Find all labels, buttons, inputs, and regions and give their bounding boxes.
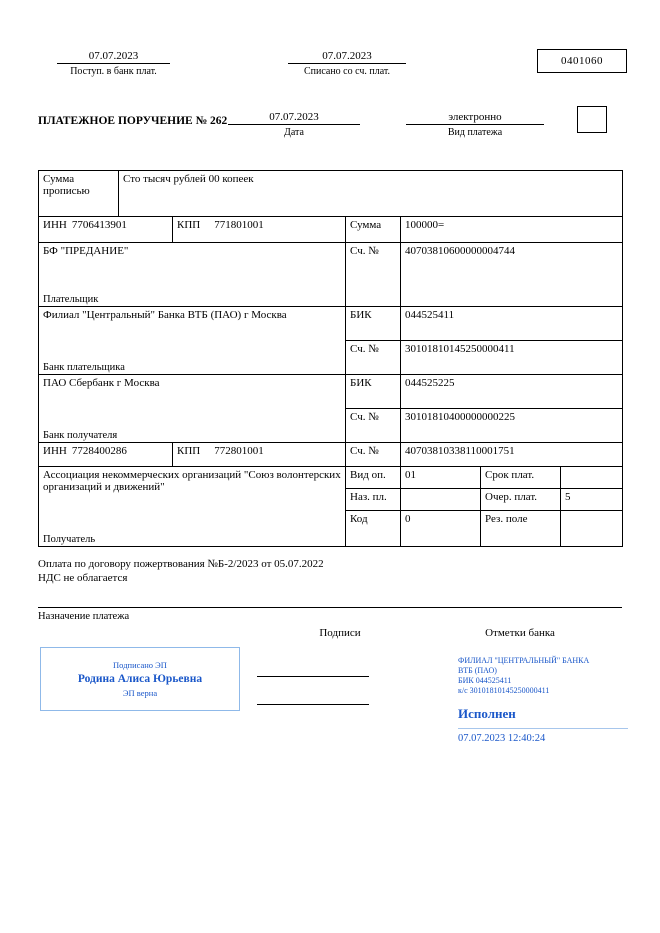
payee-bank-bik-cell	[401, 375, 623, 409]
payer-account-cell	[401, 243, 623, 307]
payer-bank-name: Филиал "Центральный" Банка ВТБ (ПАО) г Москва	[43, 309, 287, 321]
received-in-bank-field	[57, 50, 170, 77]
amount-sum-value: 100000=	[405, 219, 445, 231]
bank-stamp-datetime: 07.07.2023 12:40:24	[458, 733, 546, 744]
signature-line-1	[257, 676, 369, 677]
payee-bank-name: ПАО Сбербанк г Москва	[43, 377, 160, 389]
purpose-label: Назначение платежа	[38, 611, 130, 622]
payer-bank-bik-value: 044525411	[405, 309, 455, 321]
document-date-value: 07.07.2023	[228, 111, 360, 125]
form-code-box	[537, 49, 627, 73]
ocher-plat-label: Очер. плат.	[485, 491, 538, 503]
payer-bank-account-cell	[401, 341, 623, 375]
bank-stamp-name-line-2: ВТБ (ПАО)	[458, 666, 497, 675]
payer-section-label: Плательщик	[43, 294, 99, 305]
bank-marks-header: Отметки банка	[485, 627, 555, 639]
payee-bank-account-value: 30101810400000000225	[405, 411, 515, 423]
payer-bank-account-value: 30101810145250000411	[405, 343, 515, 355]
payer-inn-cell	[39, 217, 173, 243]
payee-kpp-cell	[173, 443, 346, 467]
bank-execution-stamp	[458, 656, 638, 744]
kod-value: 0	[405, 513, 411, 525]
amount-words-label: Сумма прописью	[43, 173, 90, 197]
payer-bank-cell	[39, 307, 346, 375]
rez-pole-label-cell	[481, 511, 561, 547]
debited-from-account-date: 07.07.2023	[288, 50, 406, 64]
vid-op-value: 01	[405, 469, 416, 481]
payee-bank-bik-value: 044525225	[405, 377, 455, 389]
payer-account-label: Сч. №	[350, 245, 379, 257]
payee-account-label-cell	[346, 443, 401, 467]
rez-pole-label: Рез. поле	[485, 513, 528, 525]
payee-bank-cell	[39, 375, 346, 443]
bank-stamp-name-line-1: ФИЛИАЛ "ЦЕНТРАЛЬНЫЙ" БАНКА	[458, 656, 590, 665]
bank-stamp-status: Исполнен	[458, 706, 516, 721]
amount-words-label-cell	[39, 171, 119, 217]
bank-stamp-bik: БИК 044525411	[458, 676, 512, 685]
kod-label-cell	[346, 511, 401, 547]
srok-plat-label-cell	[481, 467, 561, 489]
payee-name: Ассоциация некоммерческих организаций "Союз волонтерских организаций и движений"	[43, 469, 341, 493]
amount-sum-cell	[401, 217, 623, 243]
srok-plat-label: Срок плат.	[485, 469, 535, 481]
payee-account-value: 40703810338110001751	[405, 445, 515, 457]
vid-op-label-cell	[346, 467, 401, 489]
payer-kpp-cell	[173, 217, 346, 243]
electronic-signature-stamp	[40, 647, 240, 711]
signature-line-2	[257, 704, 369, 705]
payee-inn-value: 7728400286	[71, 445, 127, 457]
payer-bank-account-label-cell	[346, 341, 401, 375]
payee-account-cell	[401, 443, 623, 467]
ocher-plat-cell	[561, 489, 623, 511]
payee-bank-account-label: Сч. №	[350, 411, 379, 423]
payee-kpp-label: КПП	[177, 445, 201, 457]
payee-bank-bik-label: БИК	[350, 377, 372, 389]
payee-account-label: Сч. №	[350, 445, 379, 457]
signature-person-name: Родина Алиса Юрьевна	[77, 673, 203, 685]
signatures-header: Подписи	[319, 627, 361, 639]
bank-stamp-divider	[458, 728, 628, 729]
amount-sum-label-cell	[346, 217, 401, 243]
payee-bank-section-label: Банк получателя	[43, 430, 118, 441]
payer-bank-bik-label: БИК	[350, 309, 372, 321]
kod-label: Код	[350, 513, 368, 525]
naz-pl-label-cell	[346, 489, 401, 511]
payer-inn-label: ИНН	[43, 219, 67, 231]
payee-kpp-value: 772801001	[214, 445, 264, 457]
requisites-table	[38, 170, 623, 547]
payment-kind-label: Вид платежа	[447, 127, 503, 138]
payer-bank-section-label: Банк плательщика	[43, 362, 125, 373]
payer-account-label-cell	[346, 243, 401, 307]
purpose-block	[38, 546, 622, 608]
payee-bank-bik-label-cell	[346, 375, 401, 409]
rez-pole-cell	[561, 511, 623, 547]
naz-pl-label: Наз. пл.	[350, 491, 387, 503]
vid-op-cell	[401, 467, 481, 489]
status-code-box	[577, 106, 607, 133]
payer-kpp-value: 771801001	[214, 219, 264, 231]
payer-account-value: 40703810600000004744	[405, 245, 515, 257]
amount-words-value: Сто тысяч рублей 00 копеек	[123, 173, 254, 185]
payer-kpp-label: КПП	[177, 219, 201, 231]
payer-bank-bik-label-cell	[346, 307, 401, 341]
payment-kind-field	[406, 111, 544, 138]
document-title: ПЛАТЕЖНОЕ ПОРУЧЕНИЕ № 262	[38, 115, 228, 127]
payee-section-label: Получатель	[43, 534, 96, 545]
signature-signed-label: Подписано ЭП	[113, 660, 167, 670]
vid-op-label: Вид оп.	[350, 469, 386, 481]
purpose-line-1: Оплата по договору пожертвования №Б-2/2023 от 05.07.2022	[38, 558, 324, 570]
payee-inn-cell	[39, 443, 173, 467]
payee-cell	[39, 467, 346, 547]
payer-cell	[39, 243, 346, 307]
payment-kind-value: электронно	[406, 111, 544, 125]
signature-verified-label: ЭП верна	[122, 688, 158, 698]
payer-name: БФ "ПРЕДАНИЕ"	[43, 245, 129, 257]
ocher-plat-value: 5	[565, 491, 571, 503]
kod-cell	[401, 511, 481, 547]
debited-from-account-field	[288, 50, 406, 77]
purpose-line-2: НДС не облагается	[38, 572, 128, 584]
payer-bank-bik-cell	[401, 307, 623, 341]
payee-inn-label: ИНН	[43, 445, 67, 457]
document-date-field	[228, 111, 360, 138]
payer-bank-account-label: Сч. №	[350, 343, 379, 355]
payee-bank-account-label-cell	[346, 409, 401, 443]
received-in-bank-label: Поступ. в банк плат.	[70, 66, 157, 77]
received-in-bank-date: 07.07.2023	[57, 50, 170, 64]
amount-sum-label: Сумма	[350, 219, 382, 231]
form-code-value: 0401060	[561, 55, 603, 67]
payee-bank-account-cell	[401, 409, 623, 443]
document-date-label: Дата	[284, 127, 304, 138]
srok-plat-cell	[561, 467, 623, 489]
bank-stamp-corr-account: к/с 30101810145250000411	[458, 686, 550, 695]
payer-inn-value: 7706413901	[71, 219, 127, 231]
amount-words-cell	[119, 171, 623, 217]
ocher-plat-label-cell	[481, 489, 561, 511]
debited-from-account-label: Списано со сч. плат.	[303, 66, 391, 77]
naz-pl-cell	[401, 489, 481, 511]
